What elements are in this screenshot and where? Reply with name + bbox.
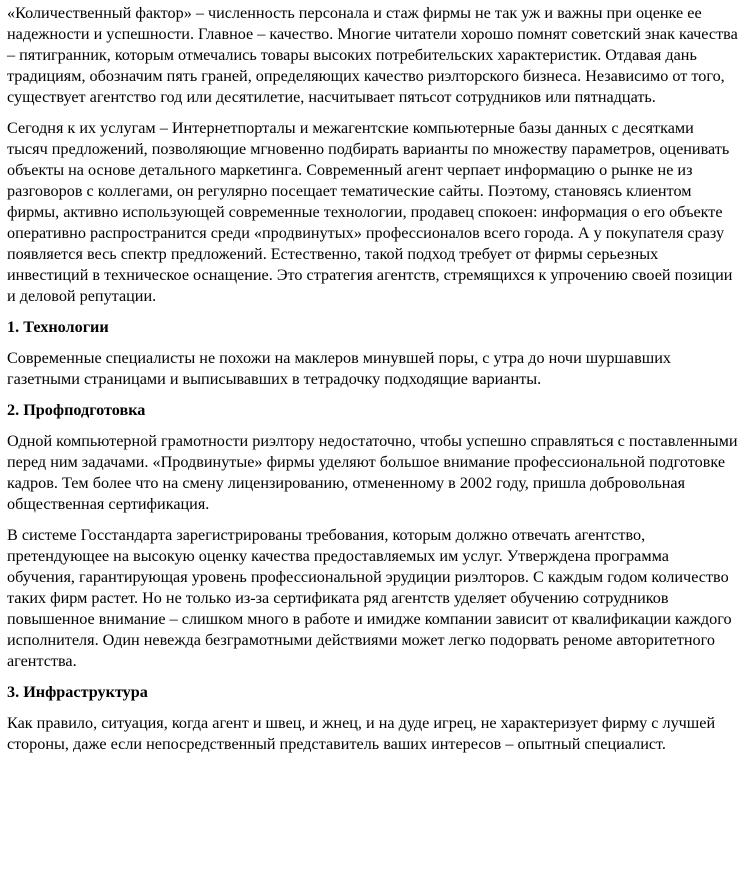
paragraph-training-1: Одной компьютерной грамотности риэлтору недостаточно, чтобы успешно справляться с поставленными перед ним задачами. «Продвинутые» фирмы уделяют большое внимание профессиональной подготовке кадров. Тем более что на смену лицензированию, отмененному в 2002 году, пришла добровольная общественная сертификация. <box>7 432 738 513</box>
paragraph-infrastructure: Как правило, ситуация, когда агент и швец, и жнец, и на дуде игрец, не характеризует фирму с лучшей стороны, даже если непосредственный представитель ваших интересов – опытный специалист. <box>7 714 716 753</box>
paragraph-intro-2: Сегодня к их услугам – Интернетпорталы и межагентские компьютерные базы данных с десятками тысяч предложений, позволяющие мгновенно подбирать варианты по множеству параметров, оценивать объекты на основе детального маркетинга. Современный агент черпает информацию о рынке не из разговоров с коллегами, он регулярно посещает тематические сайты. Поэтому, становясь клиентом фирмы, активно использующей современные технологии, продавец спокоен: информация о его объекте оперативно распространится среди «продвинутых» профессионалов всего города. А у покупателя сразу появляется весь спектр предложений. Естественно, такой подход требует от фирмы серьезных инвестиций в техническое оснащение. Это стратегия агентств, стремящихся к упрочению своей позиции и деловой репутации. <box>7 119 733 305</box>
section-heading-training: 2. Профподготовка <box>7 401 146 419</box>
paragraph-technologies: Современные специалисты не похожи на маклеров минувшей поры, с утра до ночи шуршавших газетными страницами и выписывавших в тетрадочку подходящие варианты. <box>7 349 671 388</box>
paragraph-intro-1: «Количественный фактор» – численность персонала и стаж фирмы не так уж и важны при оценке ее надежности и успешности. Главное – качество. Многие читатели хорошо помнят советский знак качества – пятигранник, которым отмечались товары высоких потребительских характеристик. Отдавая дань традициям, обозначим пять граней, определяющих качество риэлторского бизнеса. Независимо от того, существует агентство год или десятилетие, насчитывает пятьсот сотрудников или пятнадцать. <box>7 4 738 106</box>
section-heading-technologies: 1. Технологии <box>7 318 109 336</box>
paragraph-training-2: В системе Госстандарта зарегистрированы требования, которым должно отвечать агентство, претендующее на высокую оценку качества предоставляемых им услуг. Утверждена программа обучения, гарантирующая уровень профессиональной эрудиции риэлторов. С каждым годом количество таких фирм растет. Но не только из-за сертификата ряд агентств уделяет обучению сотрудников повышенное внимание – слишком много в работе и имидже компании зависит от квалификации каждого исполнителя. Один невежда безграмотными действиями может легко подорвать реноме авторитетного агентства. <box>7 526 732 670</box>
section-heading-infrastructure: 3. Инфраструктура <box>7 683 148 701</box>
